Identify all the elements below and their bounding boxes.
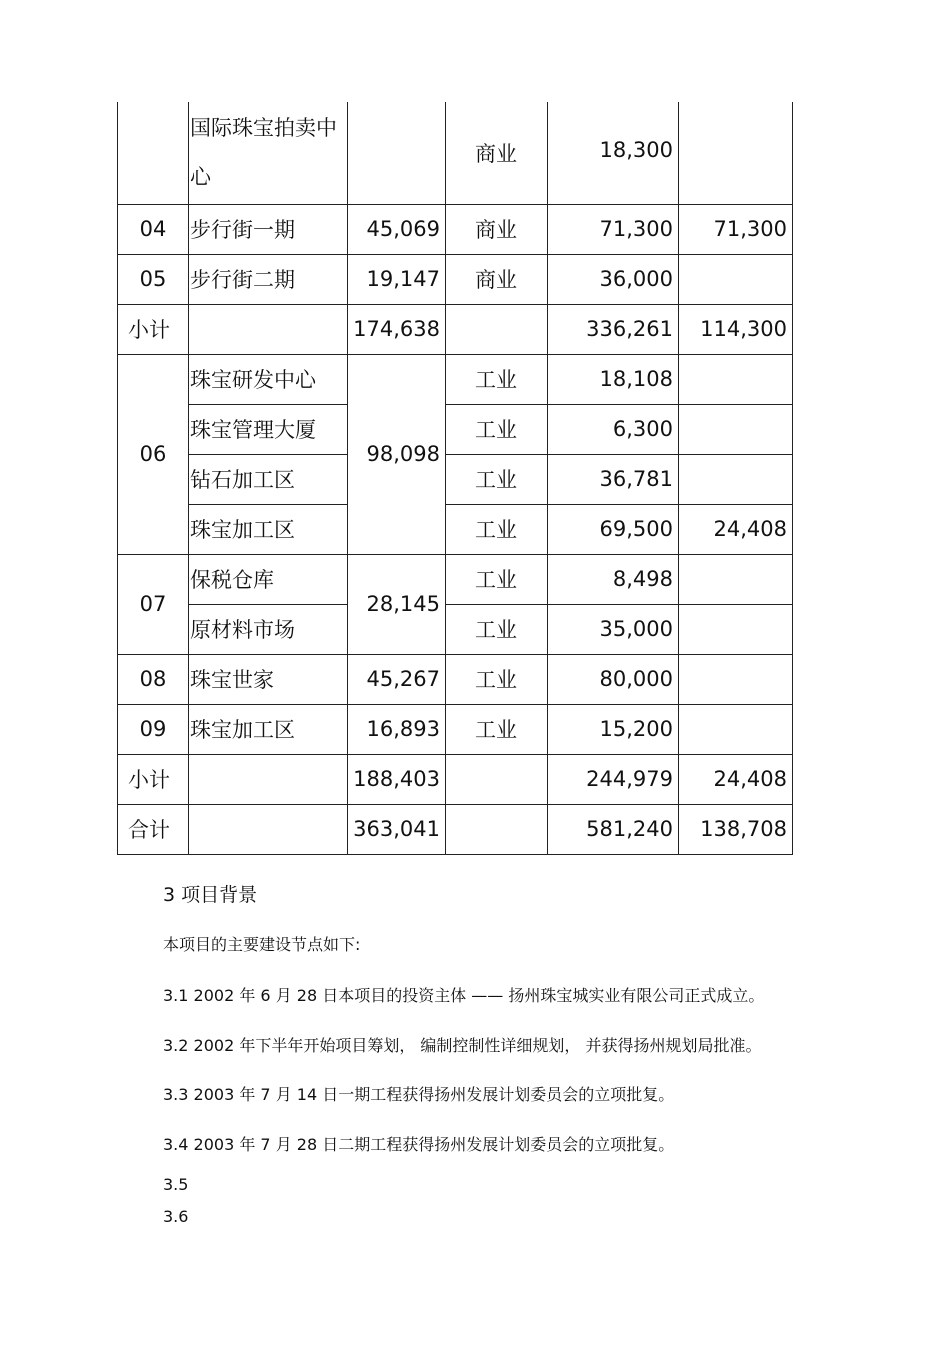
table-cell-use: 工业 — [446, 504, 548, 554]
table-cell-name: 钻石加工区 — [189, 454, 348, 504]
table-cell-use — [446, 304, 548, 354]
table-row — [118, 354, 793, 404]
subtotal-label: 小计 — [118, 304, 189, 354]
table-cell-last — [679, 354, 793, 404]
table-row — [118, 102, 793, 204]
table-cell-name: 步行街一期 — [189, 204, 348, 254]
subtotal-row — [118, 754, 793, 804]
milestone-item: 3.1 2002 年 6 月 28 日本项目的投资主体 —— 扬州珠宝城实业有限公司正式成立。 — [163, 986, 765, 1005]
subtotal-last: 24,408 — [679, 754, 793, 804]
table-row — [118, 604, 793, 654]
table-cell-name — [189, 304, 348, 354]
table-cell-use: 工业 — [446, 404, 548, 454]
table-cell-code: 05 — [118, 254, 189, 304]
table-cell-use: 工业 — [446, 654, 548, 704]
table-cell-last — [679, 102, 793, 204]
project-name: 国际珠宝拍卖中心 — [190, 115, 337, 189]
table-cell-land: 19,147 — [348, 254, 446, 304]
table-cell-code: 07 — [118, 554, 189, 654]
table-cell-code: 09 — [118, 704, 189, 754]
table-cell-area: 35,000 — [548, 604, 679, 654]
milestone-item: 3.3 2003 年 7 月 14 日一期工程获得扬州发展计划委员会的立项批复。 — [163, 1085, 675, 1104]
table-row — [118, 254, 793, 304]
table-cell-code — [118, 102, 189, 204]
table-cell-name: 步行街二期 — [189, 254, 348, 304]
table-cell-use: 商业 — [446, 254, 548, 304]
milestone-item: 3.2 2002 年下半年开始项目筹划， 编制控制性详细规划， 并获得扬州规划局批准。 — [163, 1036, 762, 1055]
table-cell-use: 工业 — [446, 704, 548, 754]
table-cell-use: 工业 — [446, 454, 548, 504]
table-cell-name: 珠宝世家 — [189, 654, 348, 704]
total-area: 581,240 — [548, 804, 679, 854]
table-cell-area: 15,200 — [548, 704, 679, 754]
subtotal-land: 188,403 — [348, 754, 446, 804]
table-cell-use: 工业 — [446, 354, 548, 404]
table-cell-name: 珠宝管理大厦 — [189, 404, 348, 454]
table-cell-area: 36,000 — [548, 254, 679, 304]
table-cell-name: 珠宝研发中心 — [189, 354, 348, 404]
table-cell-code: 08 — [118, 654, 189, 704]
table-row — [118, 454, 793, 504]
section-intro: 本项目的主要建设节点如下: — [163, 935, 361, 954]
table-cell-last — [679, 704, 793, 754]
table-cell-last — [679, 654, 793, 704]
table-cell-area: 18,108 — [548, 354, 679, 404]
subtotal-label: 小计 — [118, 754, 189, 804]
table-cell-land: 45,267 — [348, 654, 446, 704]
section-heading: 3 项目背景 — [163, 884, 258, 906]
table-cell-use: 商业 — [446, 204, 548, 254]
subtotal-area: 244,979 — [548, 754, 679, 804]
total-label: 合计 — [118, 804, 189, 854]
milestone-item: 3.4 2003 年 7 月 28 日二期工程获得扬州发展计划委员会的立项批复。 — [163, 1135, 675, 1154]
table-cell-name: 原材料市场 — [189, 604, 348, 654]
table-cell-area: 36,781 — [548, 454, 679, 504]
subtotal-row — [118, 304, 793, 354]
subtotal-last: 114,300 — [679, 304, 793, 354]
table-cell-land: 98,098 — [348, 354, 446, 554]
table-cell-land: 28,145 — [348, 554, 446, 654]
table-row — [118, 204, 793, 254]
table-cell-last — [679, 404, 793, 454]
table-cell-name: 珠宝加工区 — [189, 504, 348, 554]
subtotal-area: 336,261 — [548, 304, 679, 354]
subtotal-land: 174,638 — [348, 304, 446, 354]
milestone-item: 3.6 — [163, 1207, 189, 1226]
table-cell-last — [679, 254, 793, 304]
table-cell-last: 71,300 — [679, 204, 793, 254]
project-table — [117, 102, 793, 855]
table-cell-code: 04 — [118, 204, 189, 254]
table-cell-last: 24,408 — [679, 504, 793, 554]
table-cell-last — [679, 554, 793, 604]
table-row — [118, 504, 793, 554]
table-row — [118, 704, 793, 754]
table-cell-use — [446, 754, 548, 804]
table-cell-use — [446, 804, 548, 854]
table-cell-last — [679, 604, 793, 654]
table-cell-area: 8,498 — [548, 554, 679, 604]
table-cell-area: 6,300 — [548, 404, 679, 454]
total-last: 138,708 — [679, 804, 793, 854]
milestone-item: 3.5 — [163, 1175, 189, 1194]
table-cell-use: 工业 — [446, 554, 548, 604]
table-cell-name — [189, 102, 348, 204]
table-cell-land: 45,069 — [348, 204, 446, 254]
table-cell-code: 06 — [118, 354, 189, 554]
table-row — [118, 554, 793, 604]
table-cell-area: 18,300 — [548, 102, 679, 204]
table-cell-use: 工业 — [446, 604, 548, 654]
table-cell-area: 80,000 — [548, 654, 679, 704]
table-cell-land — [348, 102, 446, 204]
table-cell-name — [189, 754, 348, 804]
table-row — [118, 404, 793, 454]
table-cell-area: 69,500 — [548, 504, 679, 554]
table-cell-name: 保税仓库 — [189, 554, 348, 604]
table-cell-land: 16,893 — [348, 704, 446, 754]
table-cell-last — [679, 454, 793, 504]
total-land: 363,041 — [348, 804, 446, 854]
table-cell-area: 71,300 — [548, 204, 679, 254]
table-cell-use: 商业 — [446, 102, 548, 204]
total-row — [118, 804, 793, 854]
table-cell-name: 珠宝加工区 — [189, 704, 348, 754]
table-cell-name — [189, 804, 348, 854]
table-row — [118, 654, 793, 704]
